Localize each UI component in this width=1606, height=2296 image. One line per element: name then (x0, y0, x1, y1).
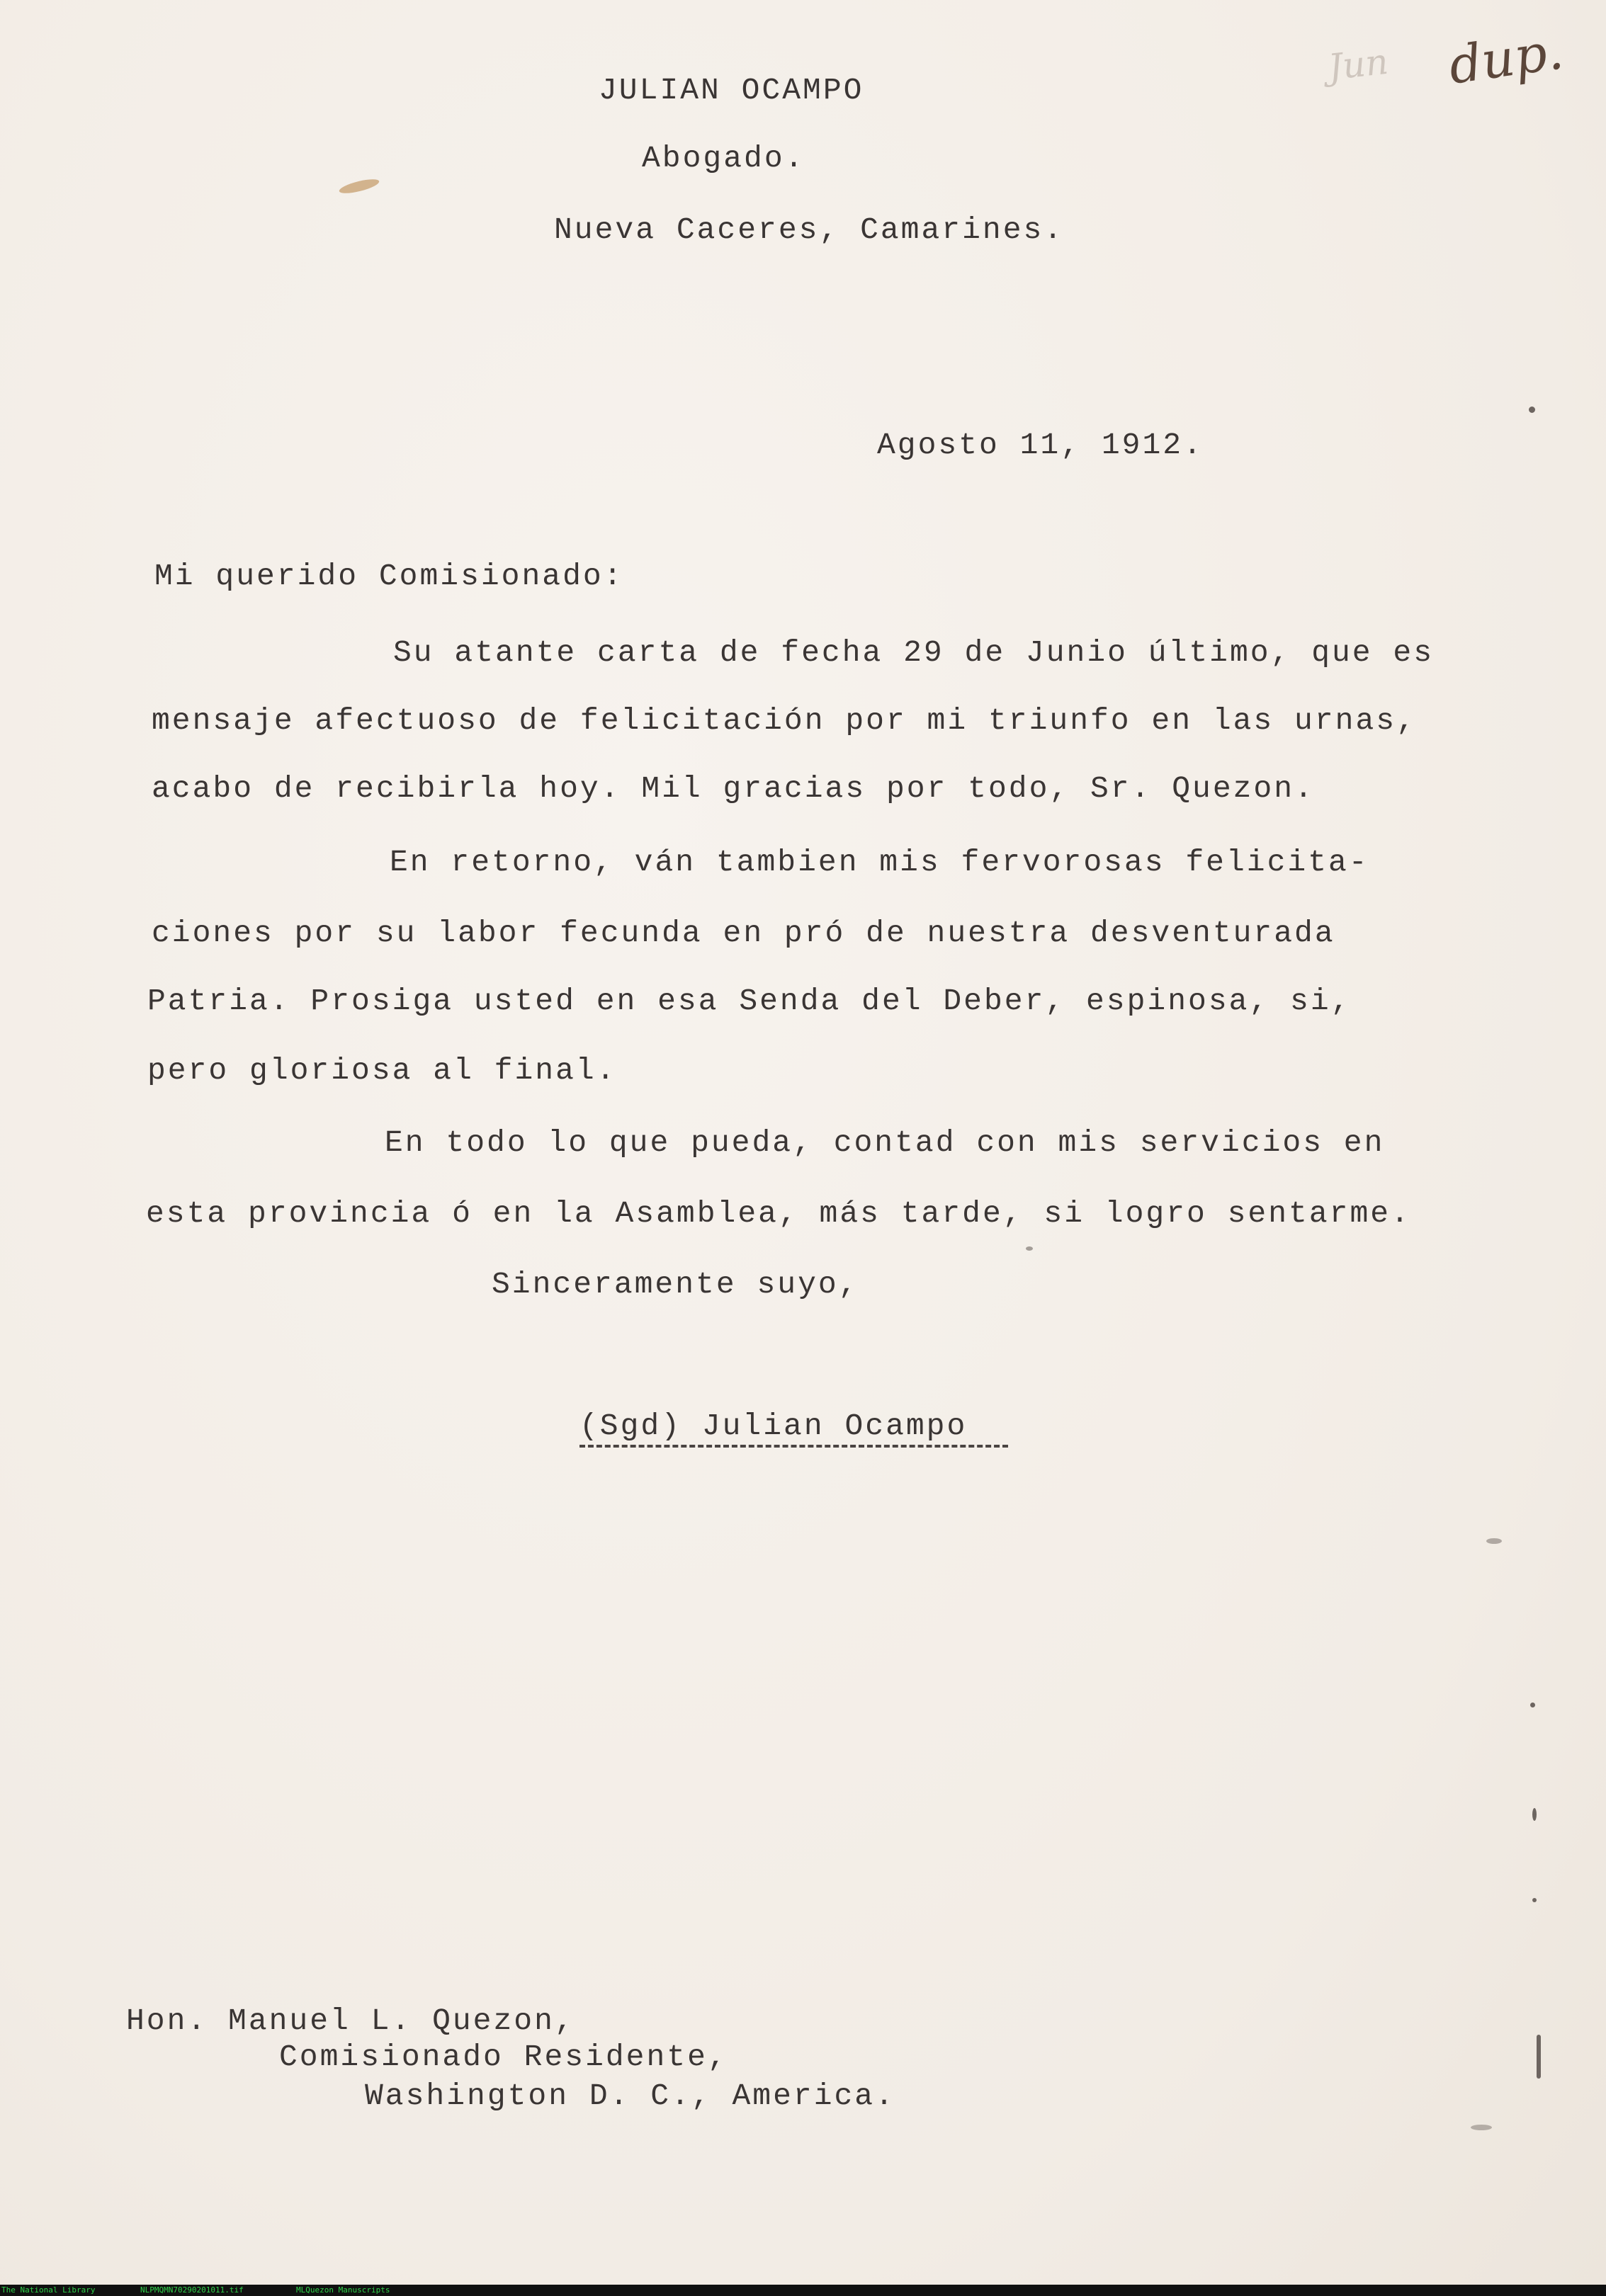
paper-stain (338, 176, 380, 196)
body-line: pero gloriosa al final. (147, 1053, 617, 1088)
paper-speck (1486, 1538, 1502, 1544)
body-line: En retorno, ván tambien mis fervorosas felicita- (390, 845, 1369, 880)
letterhead-name: JULIAN OCAMPO (599, 73, 864, 108)
faded-handwriting: Jun (1326, 40, 1391, 89)
body-line: Su atante carta de fecha 29 de Junio último, que es (393, 635, 1435, 670)
paper-speck (1529, 407, 1535, 413)
paper-speck (1532, 1808, 1537, 1821)
addressee-line: Washington D. C., America. (365, 2079, 895, 2113)
footer-bar (0, 2285, 1606, 2296)
paper-speck (1471, 2125, 1492, 2130)
paper-speck (1532, 1898, 1537, 1902)
body-line: acabo de recibirla hoy. Mil gracias por todo, Sr. Quezon. (152, 771, 1315, 806)
signature: (Sgd) Julian Ocampo (579, 1409, 968, 1443)
addressee-line: Comisionado Residente, (279, 2040, 728, 2074)
salutation: Mi querido Comisionado: (154, 559, 624, 593)
body-line: ciones por su labor fecunda en pró de nuestra desventurada (152, 916, 1335, 950)
closing: Sinceramente suyo, (492, 1267, 859, 1302)
body-line: En todo lo que pueda, contad con mis servicios en (385, 1125, 1385, 1160)
handwritten-note: dup. (1444, 21, 1567, 96)
letter-date: Agosto 11, 1912. (877, 428, 1204, 462)
footer-file: NLPMQMN70290201011.tif (140, 2285, 244, 2295)
body-line: Patria. Prosiga usted en esa Senda del Deber, espinosa, si, (147, 984, 1352, 1018)
body-line: mensaje afectuoso de felicitación por mi triunfo en las urnas, (152, 703, 1417, 738)
addressee-line: Hon. Manuel L. Quezon, (126, 2004, 575, 2038)
body-line: esta provincia ó en la Asamblea, más tarde, si logro sentarme. (146, 1196, 1411, 1231)
signature-underline (579, 1445, 1008, 1448)
letterhead-title: Abogado. (642, 141, 805, 176)
paper-speck (1537, 2035, 1541, 2079)
footer-collection: MLQuezon Manuscripts (296, 2285, 390, 2295)
footer-library: The National Library (1, 2285, 96, 2295)
letterhead-location: Nueva Caceres, Camarines. (554, 212, 1065, 247)
paper-speck (1026, 1246, 1033, 1251)
paper-speck (1530, 1703, 1535, 1707)
